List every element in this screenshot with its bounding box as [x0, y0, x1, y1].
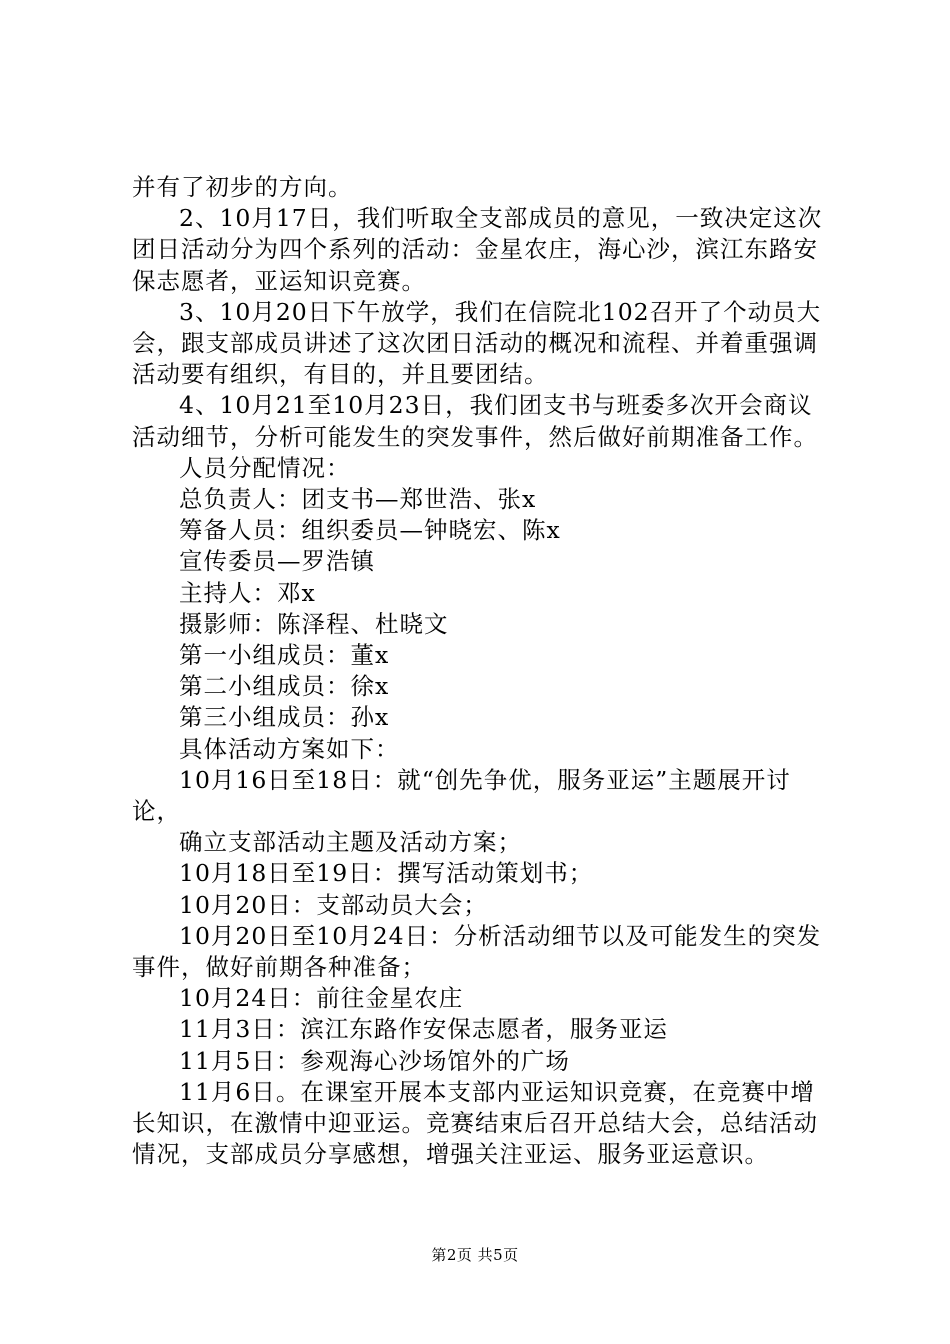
plan-item-farm: 10月24日：前往金星农庄 — [179, 984, 464, 1013]
paragraph-item-3: 3、10月20日下午放学，我们在信院北102召开了个动员大会，跟支部成员讲述了这次团日活动的概况和流程、并着重强调活动要有组织，有目的，并且要团结。 — [132, 297, 822, 389]
plan-heading: 具体活动方案如下： — [179, 734, 400, 763]
staffing-line-leader: 总负责人：团支书—郑世浩、张x — [179, 485, 537, 514]
staffing-line-group-2: 第二小组成员：徐x — [179, 672, 390, 701]
staffing-line-photographer: 摄影师：陈泽程、杜晓文 — [179, 609, 449, 638]
plan-item-theme: 确立支部活动主题及活动方案； — [179, 828, 522, 857]
plan-item-preparation: 10月20日至10月24日：分析活动细节以及可能发生的突发事件，做好前期各种准备； — [132, 921, 822, 982]
staffing-line-group-1: 第一小组成员：董x — [179, 641, 390, 670]
paragraph-item-2: 2、10月17日，我们听取全支部成员的意见，一致决定这次团日活动分为四个系列的活动：金星农庄，海心沙，滨江东路安保志愿者，亚运知识竞赛。 — [132, 204, 823, 295]
plan-item-volunteer: 11月3日：滨江东路作安保志愿者，服务亚运 — [179, 1015, 668, 1044]
plan-item-mobilization: 10月20日：支部动员大会； — [179, 890, 488, 919]
document-body — [132, 172, 832, 1171]
staffing-line-group-3: 第三小组成员：孙x — [179, 703, 390, 732]
staffing-line-host: 主持人：邓x — [179, 578, 316, 607]
plan-item-competition: 11月6日。在课室开展本支部内亚运知识竞赛，在竞赛中增长知识，在激情中迎亚运。竞赛结束后召开总结大会，总结活动情况，支部成员分享感想，增强关注亚运、服务亚运意识。 — [132, 1077, 818, 1169]
staffing-heading: 人员分配情况： — [179, 453, 351, 482]
plan-item-visit: 11月5日：参观海心沙场馆外的广场 — [179, 1046, 570, 1075]
staffing-line-planning: 筹备人员：组织委员—钟晓宏、陈x — [179, 516, 561, 545]
plan-item-discussion: 10月16日至18日：就“创先争优，服务亚运”主题展开讨论， — [132, 765, 791, 826]
page-number-footer: 第2页 共5页 — [431, 1246, 519, 1264]
staffing-line-publicity: 宣传委员—罗浩镇 — [179, 547, 375, 576]
paragraph-continuation: 并有了初步的方向。 — [132, 173, 353, 201]
paragraph-item-4: 4、10月21至10月23日，我们团支书与班委多次开会商议活动细节，分析可能发生的突发事件，然后做好前期准备工作。 — [132, 391, 818, 451]
plan-item-proposal: 10月18日至19日：撰写活动策划书； — [179, 859, 594, 888]
